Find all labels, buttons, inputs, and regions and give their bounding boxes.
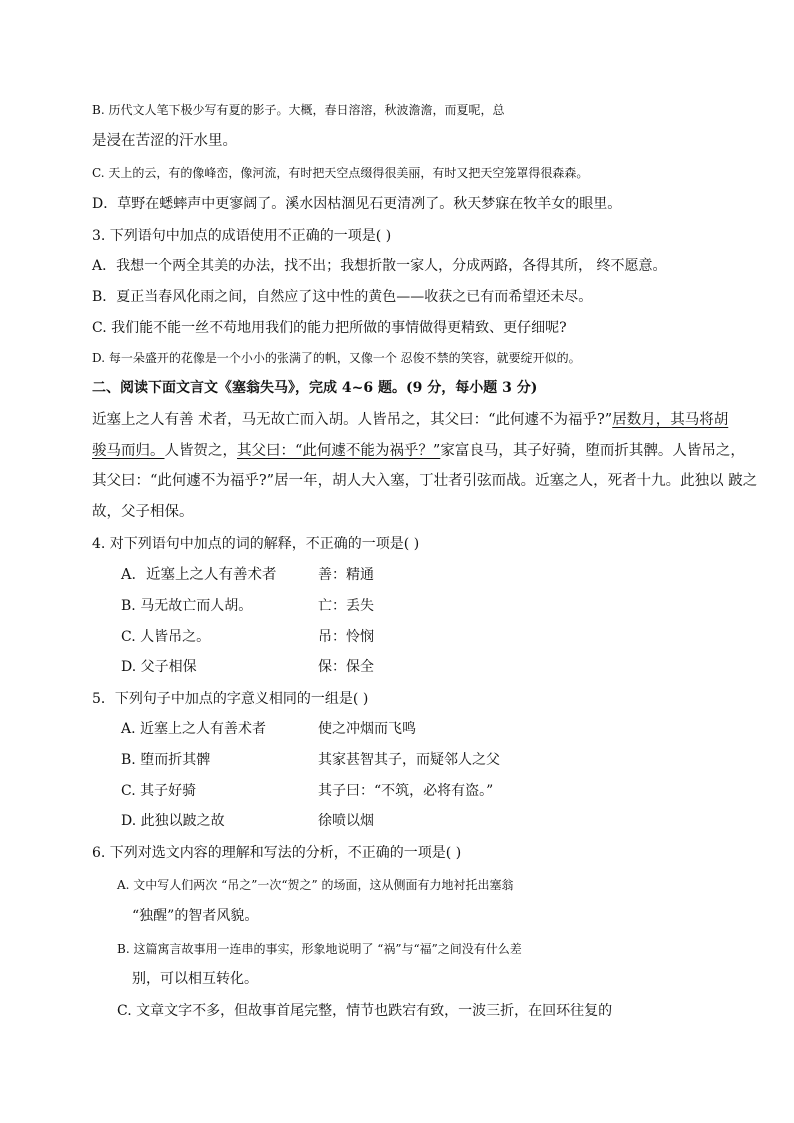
- question-6-option-b-line2: 别，可以相互转化。: [132, 971, 258, 987]
- question-4-stem: 4. 对下列语句中加点的词的解释，不正确的一项是( ): [92, 536, 420, 552]
- question-6-stem: 6. 下列对选文内容的理解和写法的分析，不正确的一项是( ): [92, 845, 462, 861]
- option-c: C. 天上的云，有的像峰峦，像河流，有时把天空点缀得很美丽，有时又把天空笼罩得很森森。: [92, 166, 589, 180]
- question-3-option-a: A．我想一个两全其美的办法，找不出；我想折散一家人，分成两路，各得其所， 终不愿意。: [92, 258, 667, 274]
- question-3-option-c: C. 我们能不能一丝不苟地用我们的能力把所做的事情做得更精致、更仔细呢?: [92, 320, 567, 336]
- question-4-c-right: 吊：怜悯: [318, 629, 374, 645]
- passage-line-3: 其父曰：“此何遽不为福乎?”居一年，胡人大入塞，丁壮者引弦而战。近塞之人，死者十九。此独以 跛之: [92, 473, 758, 489]
- question-4-a-right: 善：精通: [318, 567, 374, 583]
- passage-line-1-a: 近塞上之人有善 术者，马无故亡而入胡。人皆吊之，其父曰：“此何遽不为福乎?”: [92, 412, 613, 428]
- passage-line-2-d: 家富良马，其子好骑，堕而折其髀。人皆吊之，: [440, 443, 745, 459]
- question-5-a-right: 使之冲烟而飞鸣: [318, 721, 416, 737]
- question-4-c-left: C. 人皆吊之。: [121, 629, 211, 645]
- passage-line-2-b: 人皆贺之，: [164, 443, 237, 459]
- question-5-c-right: 其子曰：“不筑，必将有盗。”: [318, 783, 494, 799]
- question-5-c-left: C. 其子好骑: [121, 783, 197, 799]
- question-5-b-right: 其家甚智其子，而疑邻人之父: [318, 752, 500, 768]
- option-b-line1: B. 历代文人笔下极少写有夏的影子。大概，春日溶溶，秋波澹澹，而夏呢，总: [92, 103, 505, 117]
- question-4-a-left: A．近塞上之人有善术者: [121, 567, 277, 583]
- question-4-d-left: D. 父子相保: [121, 659, 197, 675]
- question-4-d-right: 保：保全: [318, 659, 374, 675]
- question-6-option-b-line1: B. 这篇寓言故事用一连串的事实，形象地说明了 “祸”与“福”之间没有什么差: [117, 942, 522, 956]
- question-6-option-c-line1: C. 文章文字不多，但故事首尾完整，情节也跌宕有致，一波三折，在回环往复的: [117, 1003, 613, 1019]
- question-4-b-left: B. 马无故亡而人胡。: [121, 598, 253, 614]
- passage-line-2: [92, 441, 745, 461]
- passage-line-2-a: 骏马而归。: [92, 443, 165, 459]
- passage-line-4: 故，父子相保。: [92, 504, 194, 520]
- option-b-line2: 是浸在苦涩的汗水里。: [92, 133, 237, 149]
- question-6-option-a-line1: A. 文中写人们两次 “吊之”一次“贺之” 的场面，这从侧面有力地衬托出塞翁: [117, 878, 514, 892]
- question-3-stem: 3. 下列语句中加点的成语使用不正确的一项是( ): [92, 228, 392, 244]
- option-d: D．草野在蟋蟀声中更寥阔了。溪水因枯涸见石更清冽了。秋天梦寐在牧羊女的眼里。: [92, 196, 622, 212]
- question-6-option-a-line2: “独醒”的智者风貌。: [132, 908, 259, 924]
- question-5-a-left: A. 近塞上之人有善术者: [121, 721, 267, 737]
- question-3-option-d: D. 每一朵盛开的花像是一个小小的张满了的帆，又像一个 忍俊不禁的笑容，就要绽开似的。: [92, 351, 581, 365]
- question-4-b-right: 亡：丢失: [318, 598, 374, 614]
- passage-line-1-b: 居数月，其马将胡: [612, 412, 729, 428]
- question-5-stem: 5．下列句子中加点的字意义相同的一组是( ): [92, 691, 369, 707]
- passage-line-1: [92, 410, 728, 430]
- question-5-d-right: 徐喷以烟: [318, 813, 374, 829]
- question-5-d-left: D. 此独以跛之故: [121, 813, 225, 829]
- passage-line-2-c: 其父曰：“此何遽不能为祸乎？”: [237, 443, 441, 459]
- question-5-b-left: B. 堕而折其髀: [121, 752, 211, 768]
- question-3-option-b: B．夏正当春风化雨之间，自然应了这中性的黄色——收获之已有而希望还未尽。: [92, 289, 593, 305]
- section-2-heading: 二、阅读下面文言文《塞翁失马》，完成 4~6 题。(9 分，每小题 3 分): [92, 380, 538, 396]
